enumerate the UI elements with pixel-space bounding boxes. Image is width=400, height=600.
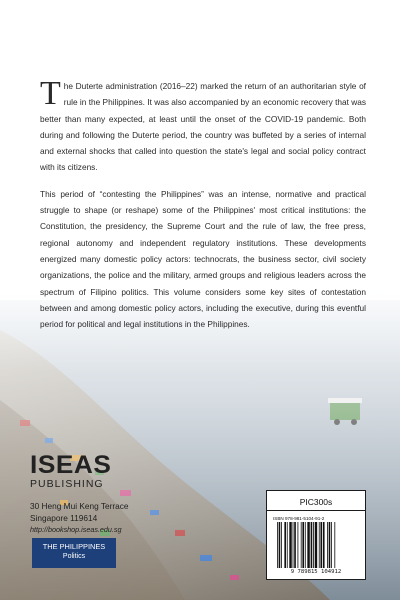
publisher-address bbox=[30, 500, 200, 524]
barcode-bar bbox=[307, 522, 309, 568]
barcode-bar bbox=[287, 522, 288, 568]
blurb-text bbox=[40, 75, 366, 342]
publisher-block bbox=[30, 451, 200, 534]
barcode-bar bbox=[301, 522, 302, 568]
blurb-paragraph-1-text: he Duterte administration (2016–22) marked the return of an authoritarian style of rule in the Philippines. It was also accompanied by an economic recovery that was better than many expected, at least until the onset of the COVID-19 pandemic. Both during and following the Duterte period, the country was buffeted by a series of internal and external shocks that called into question the state's legal and social policy contract with its citizens. bbox=[40, 81, 366, 173]
barcode-digits: 9 789815 104912 bbox=[290, 569, 342, 575]
barcode-bar bbox=[319, 522, 320, 568]
barcode-bar bbox=[289, 522, 291, 568]
barcode-bar bbox=[298, 522, 299, 568]
barcode-bar bbox=[331, 522, 332, 568]
barcode-bar bbox=[293, 522, 294, 568]
isbn-label: ISBN 978-981-5104-91-2 bbox=[273, 516, 325, 521]
barcode-bars bbox=[277, 522, 357, 568]
barcode-bar bbox=[329, 522, 331, 568]
publisher-logo-sub: PUBLISHING bbox=[30, 478, 104, 490]
barcode-box bbox=[266, 490, 366, 580]
barcode-bar bbox=[315, 522, 317, 568]
barcode-bar bbox=[311, 522, 313, 568]
address-line-1: 30 Heng Mui Keng Terrace bbox=[30, 501, 129, 511]
barcode-divider bbox=[267, 510, 365, 511]
publisher-url: http://bookshop.iseas.edu.sg bbox=[30, 525, 122, 534]
series-badge bbox=[32, 538, 116, 568]
barcode-bar bbox=[302, 522, 304, 568]
barcode-bar bbox=[284, 522, 286, 568]
barcode-bar bbox=[313, 522, 314, 568]
publisher-logo: ISEAS bbox=[30, 451, 112, 479]
series-title: THE PHILIPPINES bbox=[42, 542, 106, 551]
barcode-bar bbox=[327, 522, 328, 568]
barcode-bar bbox=[279, 522, 281, 568]
barcode-bar bbox=[294, 522, 296, 568]
drop-cap: T bbox=[40, 75, 61, 112]
barcode-bar bbox=[320, 522, 322, 568]
barcode-bar bbox=[281, 522, 282, 568]
address-line-2: Singapore 119614 bbox=[30, 513, 98, 523]
barcode-bar bbox=[323, 522, 325, 568]
blurb-paragraph-2: This period of “contesting the Philippines” was an intense, normative and practical struggle to shape (or reshape) some of the Philippines' most critical institutions: the Constitution, the presidency, the Supreme Court and the rule of law, the free press, regional autonomy and independent regulatory institutions. These developments energized many domestic policy actors: technocrats, the business sector, civil society organizations, the police and the military, armed groups and religious leaders across the spectrum of Filipino politics. This volume considers some key sites of contestation between and among domestic policy actors, including the executive, during this eventful period for political and legal institutions in the Philippines. bbox=[40, 188, 366, 330]
barcode-bar bbox=[277, 522, 278, 568]
series-subtitle: Politics bbox=[62, 553, 86, 560]
barcode-bar bbox=[334, 522, 335, 568]
blurb-paragraph-1 bbox=[40, 75, 366, 176]
product-code: PIC300s bbox=[299, 497, 333, 507]
barcode-bar bbox=[305, 522, 306, 568]
